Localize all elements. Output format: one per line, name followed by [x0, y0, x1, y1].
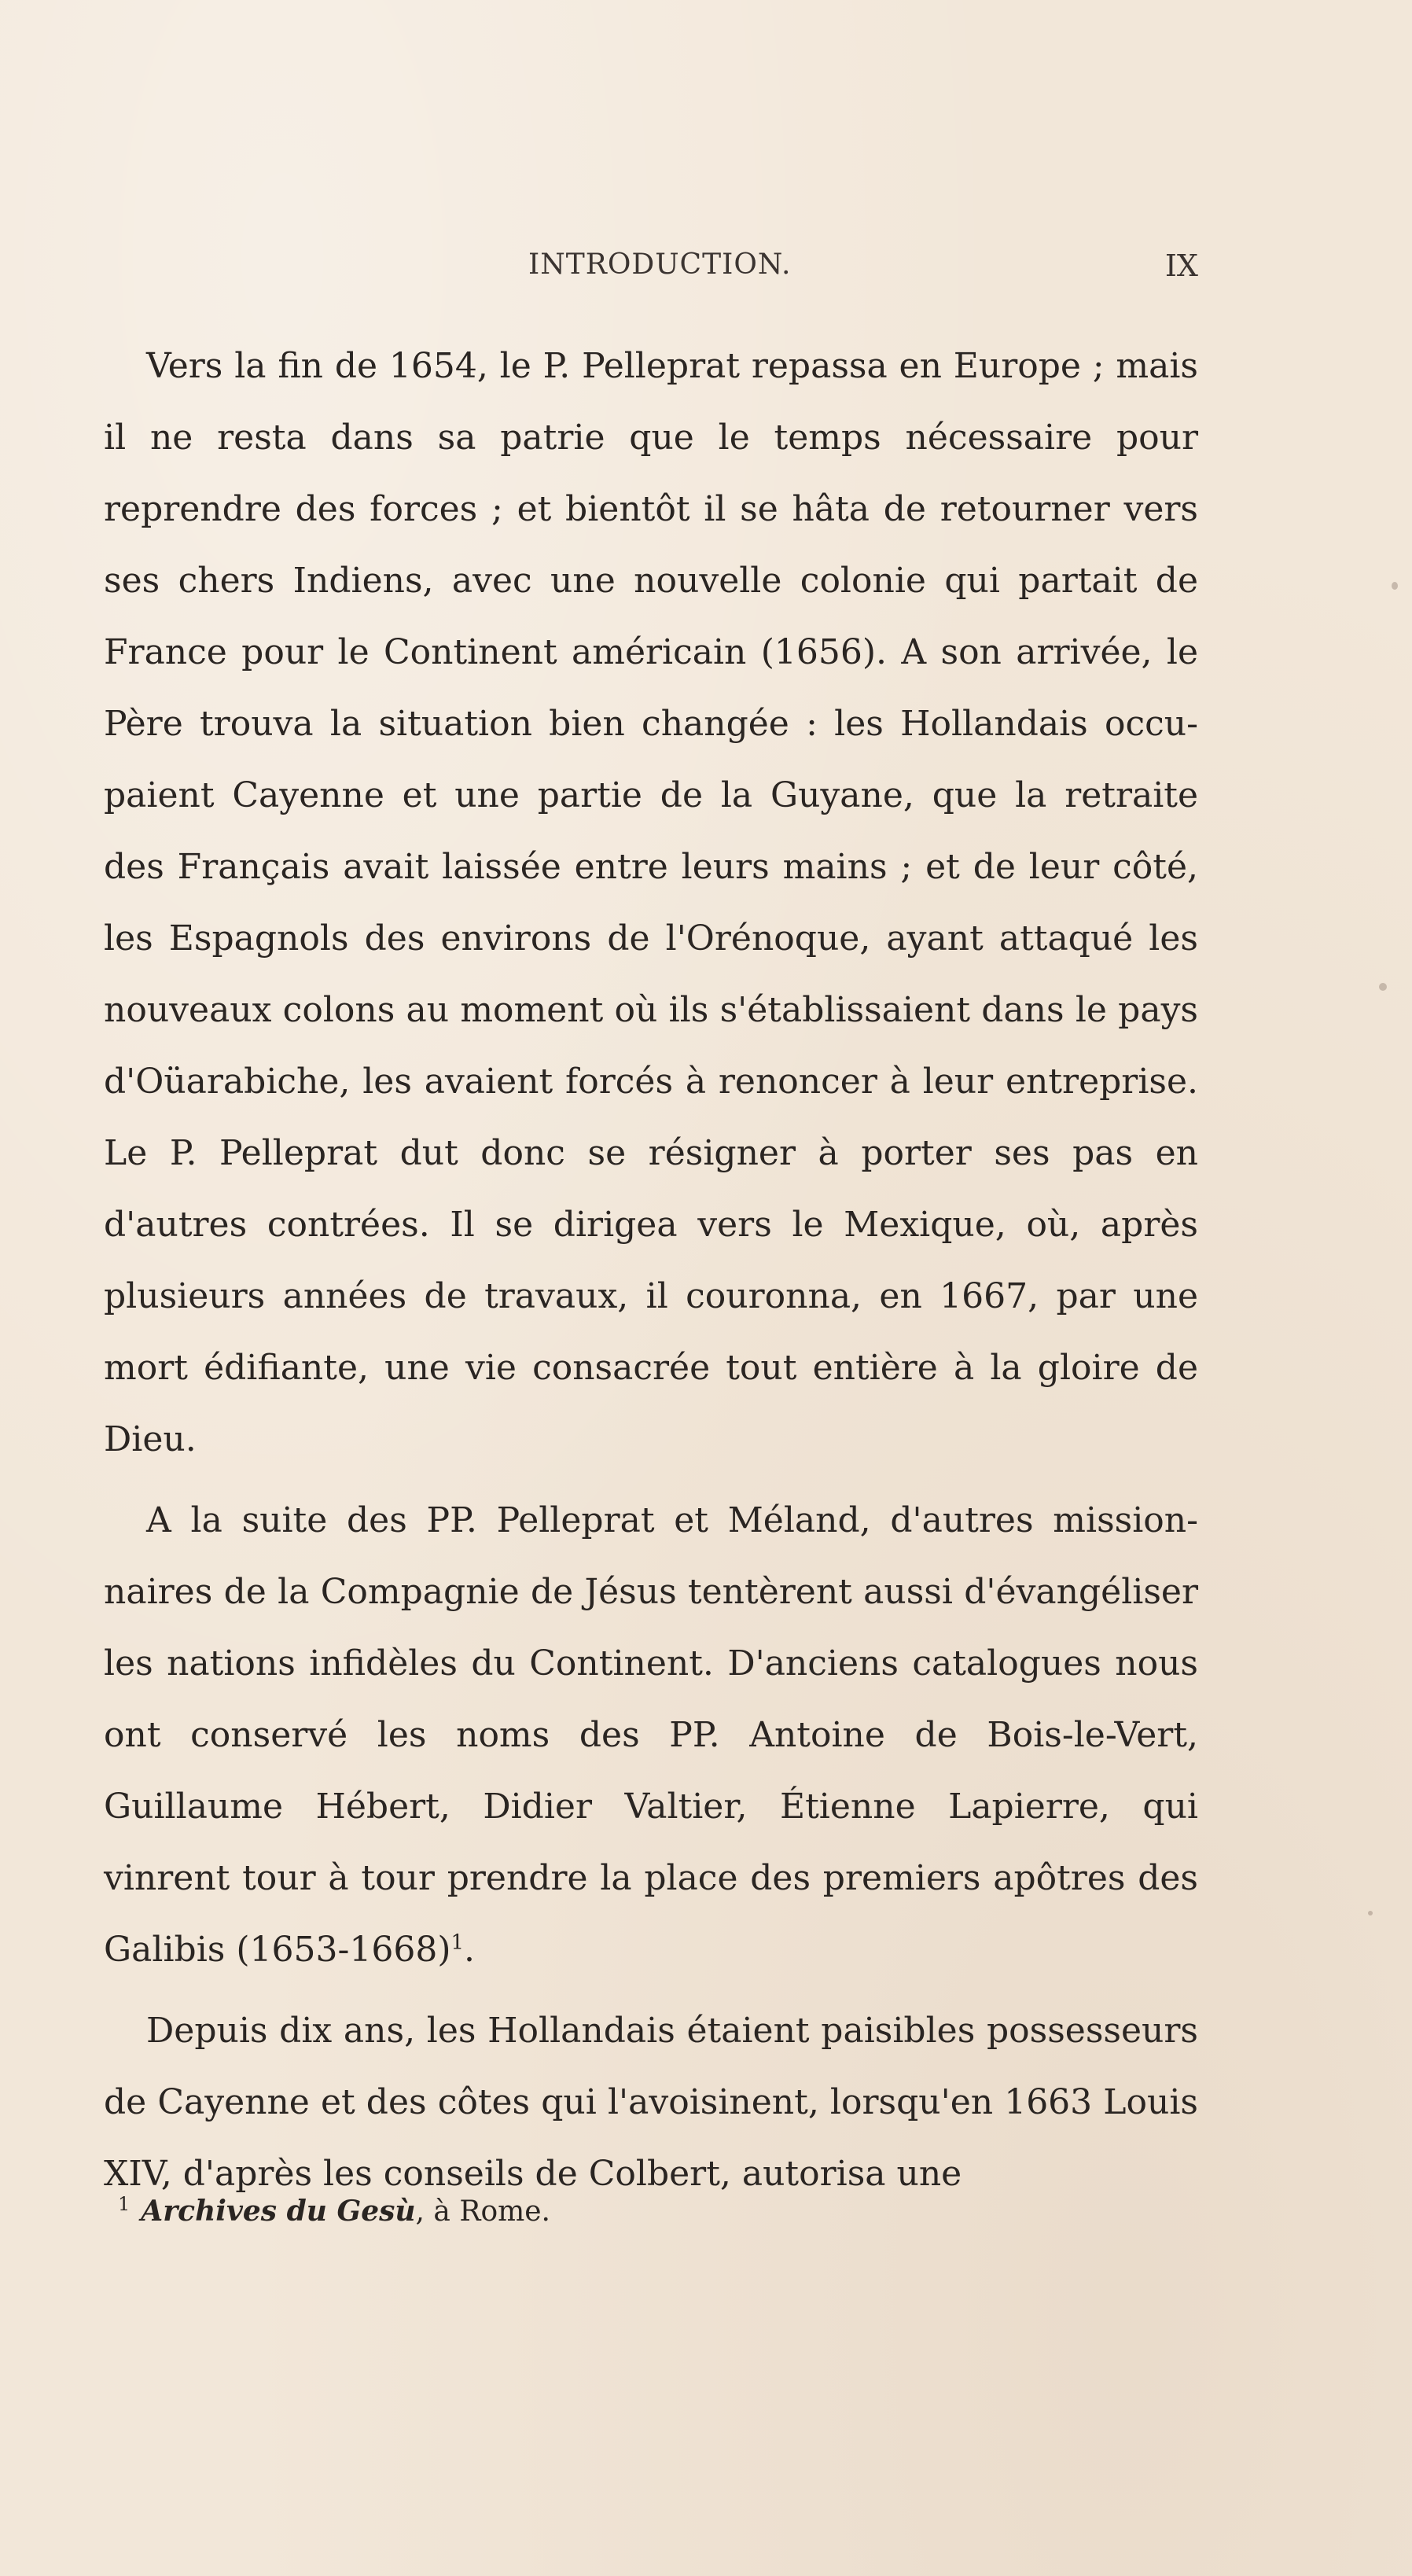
- paper-speck: [1379, 983, 1387, 991]
- footnote: [118, 2194, 1212, 2229]
- footnote-location: , à Rome.: [415, 2195, 551, 2228]
- paragraph-2-text: A la suite des PP. Pelleprat et Méland, d'autres missionnaires de la Compagnie de Jésus tentèrent aussi d'évangéliser les nations infidèles du Continent. D'anciens catalogues nous ont conservé les noms des PP. Antoine de Bois-le-Vert, Guillaume Hébert, Didier Valtier, Étienne Lapierre, qui vinrent tour à tour prendre la place des premiers apôtres des Galibis (1653-1668): [104, 1500, 1198, 1970]
- footnote-source: Archives du Gesù: [141, 2195, 416, 2228]
- paragraph-2: [104, 1485, 1198, 1985]
- paragraph-3: Depuis dix ans, les Hollandais étaient paisibles possesseurs de Cayenne et des côtes qui l'avoisinent, lorsqu'en 1663 Louis XIV, d'après les conseils de Colbert, autorisa une: [104, 2011, 1198, 2194]
- paragraph-1: Vers la fin de 1654, le P. Pelleprat repassa en Europe ; mais il ne resta dans sa patrie que le temps nécessaire pour reprendre des forces ; et bientôt il se hâta de retourner vers ses chers Indiens, avec une nouvelle colonie qui partait de France pour le Continent américain (1656). A son arrivée, le Père trouva la situation bien changée : les Hollandais occupaient Cayenne et une partie de la Guyane, que la retraite des Français avait laissée entre leurs mains ; et de leur côté, les Espagnols des environs de l'Orénoque, ayant attaqué les nouveaux colons au moment où ils s'établissaient dans le pays d'Oüarabiche, les avaient forcés à renoncer à leur entreprise. Le P. Pelleprat dut donc se résigner à porter ses pas en d'autres contrées. Il se dirigea vers le Mexique, où, après plusieurs années de travaux, il couronna, en 1667, par une mort édifiante, une vie consacrée tout entière à la gloire de Dieu.: [104, 346, 1198, 1459]
- body-text: [104, 330, 1198, 2219]
- footnote-mark: 1: [118, 2193, 131, 2215]
- paragraph-2-end: .: [464, 1930, 476, 1970]
- page-header: [104, 248, 1198, 296]
- paper-speck: [1392, 582, 1398, 590]
- running-head: INTRODUCTION.: [528, 248, 792, 281]
- footnote-reference[interactable]: 1: [450, 1930, 465, 1955]
- paper-speck: [1368, 1911, 1373, 1915]
- page-number: IX: [1164, 248, 1198, 283]
